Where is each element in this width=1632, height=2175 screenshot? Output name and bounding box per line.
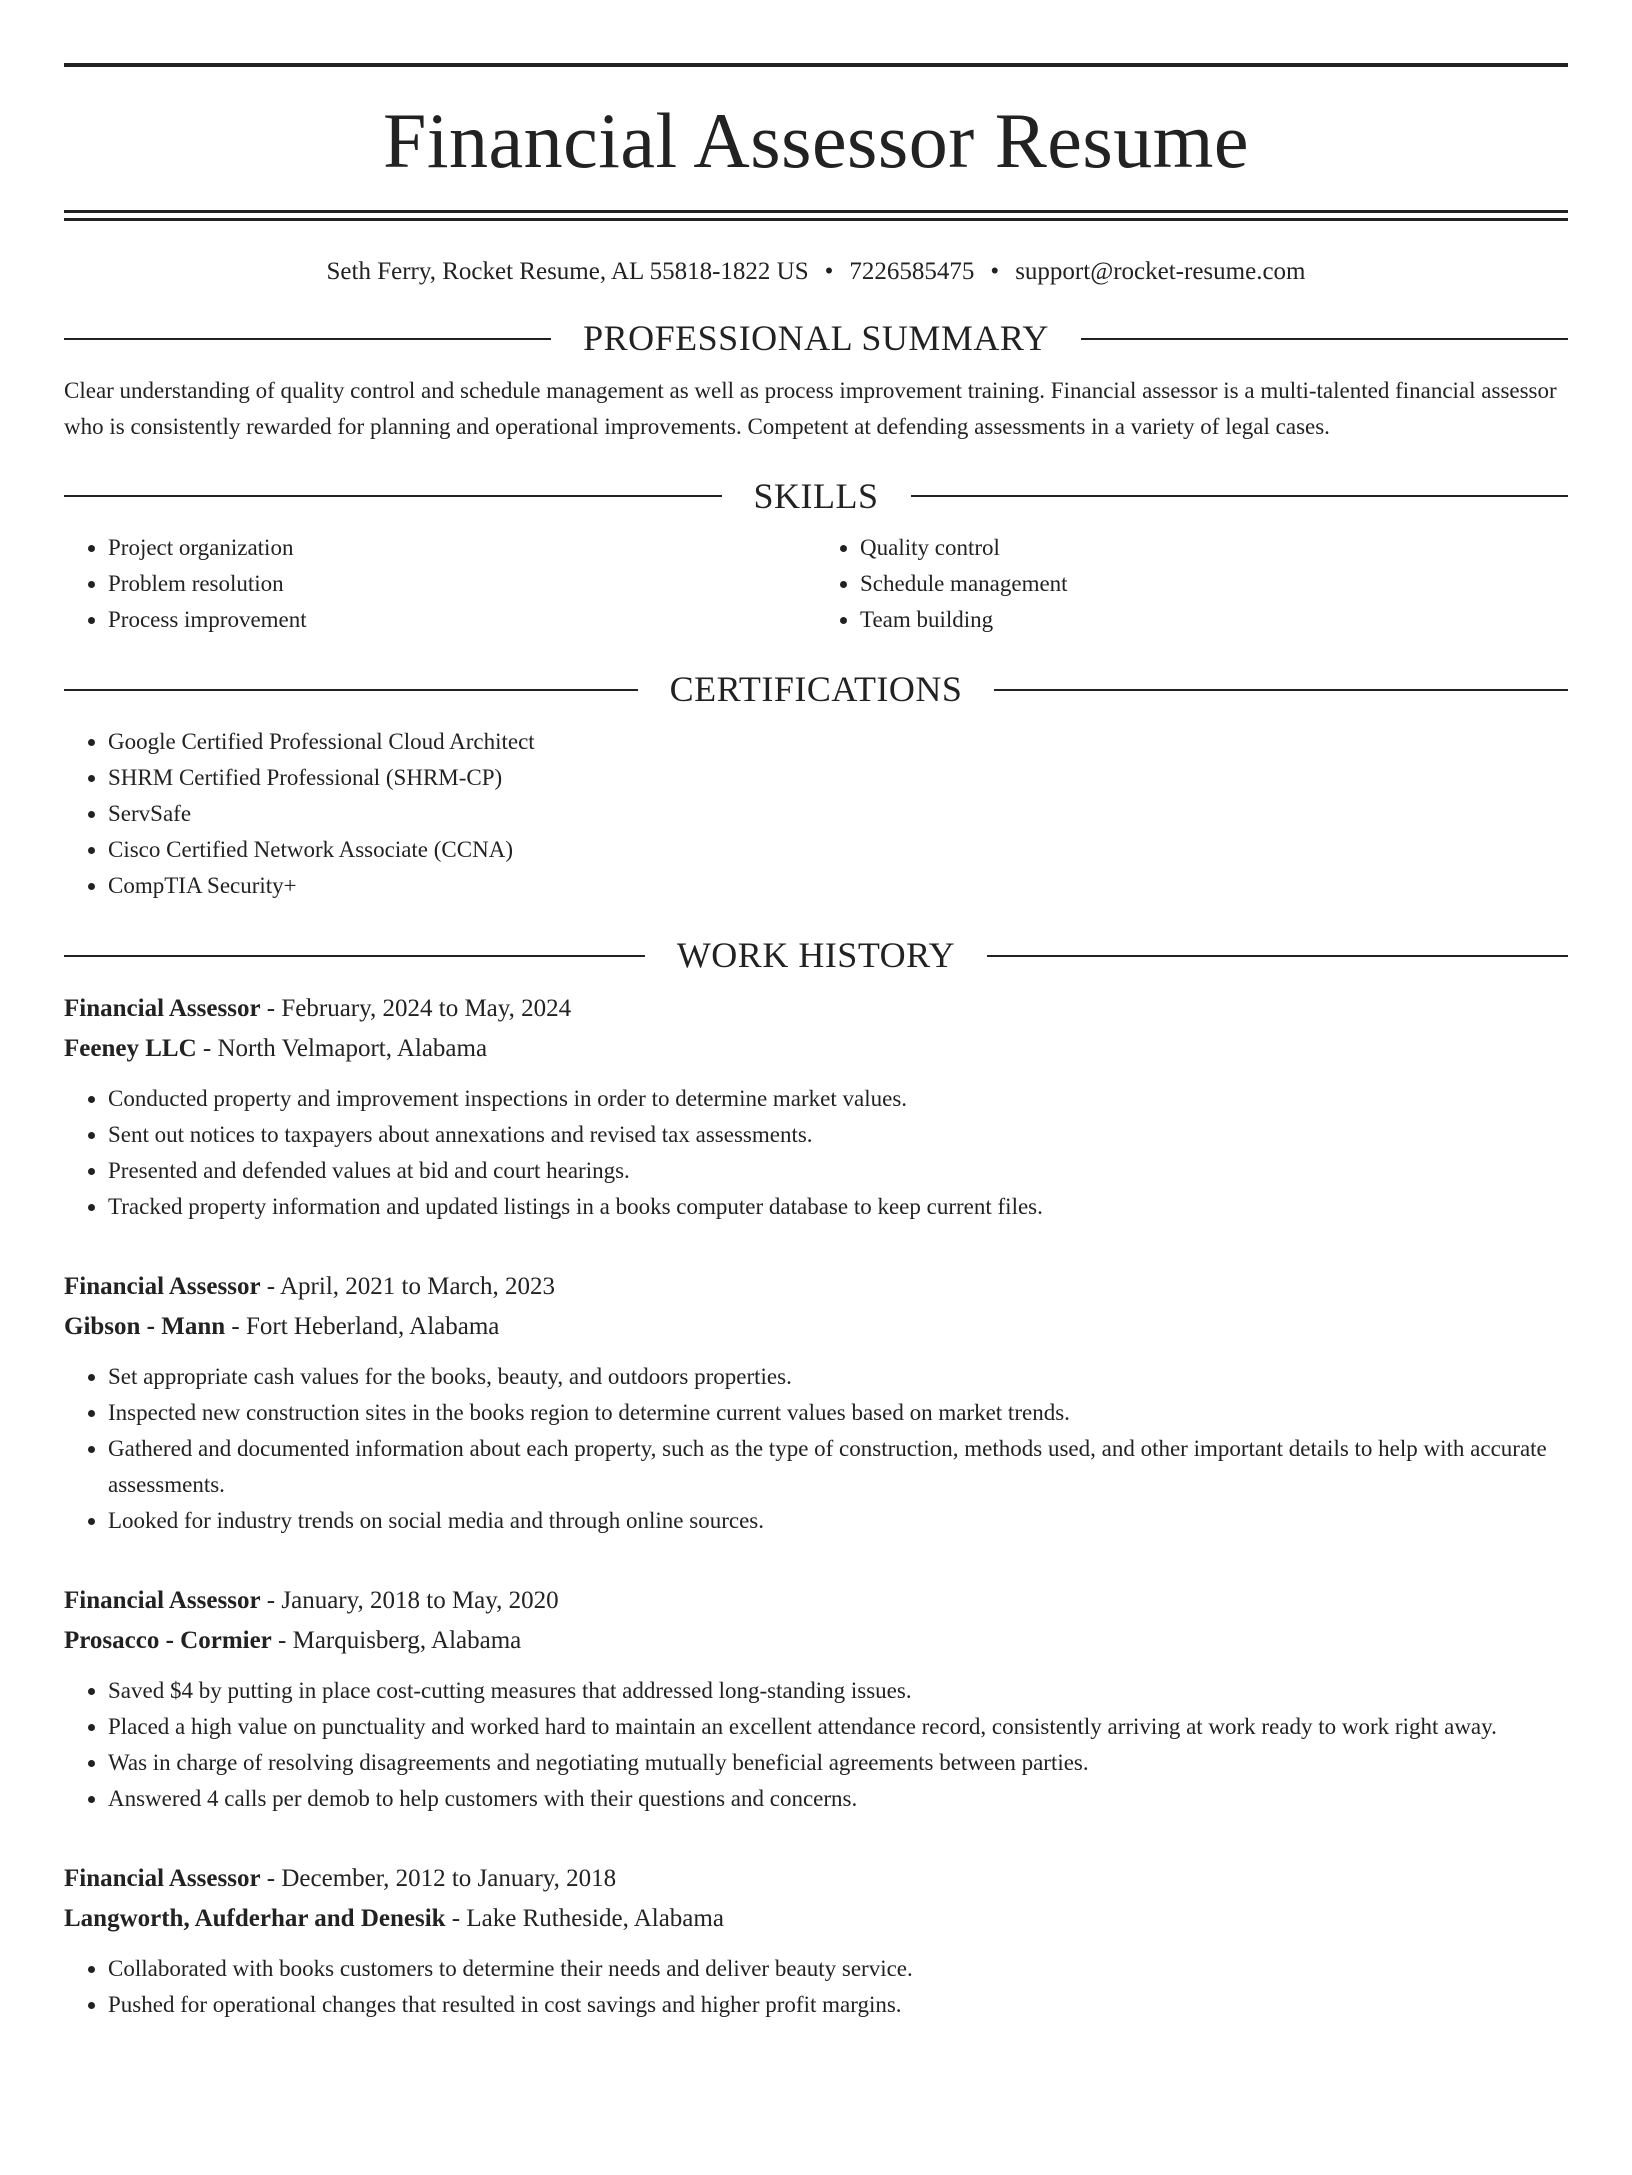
list-item: • Schedule management: [860, 566, 1568, 602]
job-dates: - February, 2024 to May, 2024: [260, 995, 572, 1023]
job-entry: [64, 1581, 1568, 1817]
job-dates: - December, 2012 to January, 2018: [260, 1865, 617, 1893]
job-company-line: [64, 1899, 1568, 1939]
heading-rule-right: [987, 955, 1568, 957]
heading-rule-left: [64, 338, 551, 340]
contact-separator: •: [824, 258, 834, 285]
list-item: • Gathered and documented information about each property, such as the type of construction, methods used, and other important details to help with accurate assessments.: [108, 1431, 1568, 1503]
summary-text: Clear understanding of quality control and schedule management as well as process improvement training. Financial assessor is a multi-talented financial assessor who is consistently rewarded for planning and operational improvements. Competent at defending assessments in a variety of legal cases.: [64, 377, 1557, 439]
work-heading-label: WORK HISTORY: [676, 934, 956, 975]
job-title: Financial Assessor: [64, 1587, 261, 1615]
contact-separator: •: [990, 258, 1000, 285]
summary-heading-label: PROFESSIONAL SUMMARY: [583, 318, 1049, 358]
list-item: • Team building: [860, 602, 1568, 638]
job-title: Financial Assessor: [64, 1273, 261, 1301]
contact-address: Seth Ferry, Rocket Resume, AL 55818-1822 US: [326, 258, 809, 285]
work-history-list: [64, 989, 1568, 2023]
job-company-line: [64, 1621, 1568, 1661]
heading-rule-right: [1081, 338, 1568, 340]
list-item: • Saved $4 by putting in place cost-cutting measures that addressed long-standing issues.: [108, 1673, 1568, 1709]
list-item: • Answered 4 calls per demob to help customers with their questions and concerns.: [108, 1781, 1568, 1817]
job-company: Feeney LLC: [64, 1035, 197, 1063]
job-dates: - April, 2021 to March, 2023: [260, 1273, 555, 1301]
list-item: • Process improvement: [108, 602, 816, 638]
skills-list-right: [816, 530, 1568, 638]
list-item: • Google Certified Professional Cloud Architect: [108, 724, 1568, 760]
job-bullets: [64, 1081, 1568, 1225]
resume-title: Financial Assessor Resume: [382, 97, 1250, 184]
contact-phone: 7226585475: [849, 258, 975, 285]
list-item: • Project organization: [108, 530, 816, 566]
list-item: • Looked for industry trends on social media and through online sources.: [108, 1503, 1568, 1539]
certifications-heading-label: CERTIFICATIONS: [669, 669, 963, 710]
skills-heading: [64, 477, 1568, 517]
job-company: Gibson - Mann: [64, 1313, 226, 1341]
job-location: - Marquisberg, Alabama: [271, 1627, 522, 1655]
job-company: Langworth, Aufderhar and Denesik: [64, 1905, 446, 1933]
list-item: • Collaborated with books customers to determine their needs and deliver beauty service.: [108, 1951, 1568, 1987]
job-entry: [64, 989, 1568, 1225]
contact-line: [64, 257, 1568, 287]
list-item: • Presented and defended values at bid and court hearings.: [108, 1153, 1568, 1189]
list-item: • Cisco Certified Network Associate (CCNA): [108, 832, 1568, 868]
job-bullets: [64, 1951, 1568, 2023]
list-item: • ServSafe: [108, 796, 1568, 832]
list-item: • Tracked property information and updated listings in a books computer database to keep current files.: [108, 1189, 1568, 1225]
job-title-line: [64, 1581, 1568, 1621]
job-location: - North Velmaport, Alabama: [196, 1035, 488, 1063]
job-company-line: [64, 1029, 1568, 1069]
list-item: • Sent out notices to taxpayers about annexations and revised tax assessments.: [108, 1117, 1568, 1153]
job-bullets: [64, 1673, 1568, 1817]
heading-rule-right: [994, 689, 1568, 691]
job-title-line: [64, 989, 1568, 1029]
job-bullets: [64, 1359, 1568, 1539]
summary-heading: [64, 319, 1568, 359]
list-item: • Set appropriate cash values for the books, beauty, and outdoors properties.: [108, 1359, 1568, 1395]
list-item: • SHRM Certified Professional (SHRM-CP): [108, 760, 1568, 796]
heading-rule-left: [64, 495, 722, 497]
list-item: • Quality control: [860, 530, 1568, 566]
job-title-line: [64, 1859, 1568, 1899]
list-item: • CompTIA Security+: [108, 868, 1568, 904]
job-dates: - January, 2018 to May, 2020: [260, 1587, 559, 1615]
job-location: - Fort Heberland, Alabama: [225, 1313, 500, 1341]
list-item: • Pushed for operational changes that resulted in cost savings and higher profit margins.: [108, 1987, 1568, 2023]
job-entry: [64, 1859, 1568, 2023]
title-double-rule: [64, 210, 1568, 221]
certifications-heading: [64, 670, 1568, 710]
resume-page: [0, 63, 1632, 2175]
heading-rule-right: [911, 495, 1569, 497]
list-item: • Was in charge of resolving disagreements and negotiating mutually beneficial agreements between parties.: [108, 1745, 1568, 1781]
list-item: • Conducted property and improvement inspections in order to determine market values.: [108, 1081, 1568, 1117]
skills-heading-label: SKILLS: [753, 475, 879, 516]
skills-grid: [64, 530, 1568, 638]
work-heading: [64, 936, 1568, 976]
skills-list-left: [64, 530, 816, 638]
job-title: Financial Assessor: [64, 1865, 261, 1893]
job-title-line: [64, 1267, 1568, 1307]
heading-rule-left: [64, 689, 638, 691]
list-item: • Problem resolution: [108, 566, 816, 602]
job-company: Prosacco - Cormier: [64, 1627, 272, 1655]
job-company-line: [64, 1307, 1568, 1347]
job-title: Financial Assessor: [64, 995, 261, 1023]
heading-rule-left: [64, 955, 645, 957]
job-location: - Lake Rutheside, Alabama: [445, 1905, 724, 1933]
list-item: • Placed a high value on punctuality and worked hard to maintain an excellent attendance record, consistently arriving at work ready to work right away.: [108, 1709, 1568, 1745]
job-entry: [64, 1267, 1568, 1539]
contact-email: support@rocket-resume.com: [1015, 258, 1306, 285]
list-item: • Inspected new construction sites in the books region to determine current values based on market trends.: [108, 1395, 1568, 1431]
certifications-list: [64, 724, 1568, 904]
